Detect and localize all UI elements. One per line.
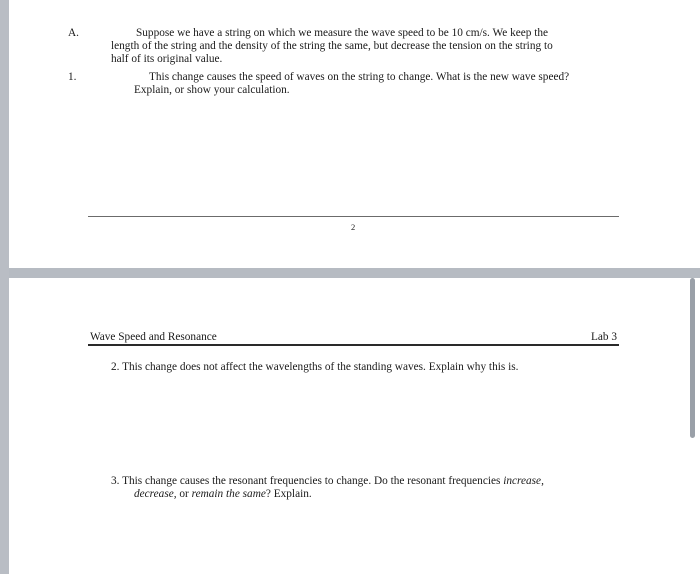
question-1-line-1: This change causes the speed of waves on the string to change. What is the new wave speed? bbox=[149, 71, 570, 83]
question-3-line-2 bbox=[134, 488, 312, 501]
header-lab: Lab 3 bbox=[591, 331, 618, 343]
footer-rule bbox=[88, 216, 619, 217]
section-letter: A. bbox=[68, 27, 79, 39]
option-decrease: decrease, bbox=[134, 488, 177, 500]
option-increase: increase, bbox=[503, 475, 544, 487]
document-page-bottom bbox=[9, 278, 700, 574]
question-2: 2. This change does not affect the wavelengths of the standing waves. Explain why this is. bbox=[111, 361, 519, 373]
page-number: 2 bbox=[351, 222, 356, 232]
page-separator bbox=[9, 268, 700, 278]
question-3-line-1 bbox=[111, 475, 544, 488]
part-a-line-1: Suppose we have a string on which we measure the wave speed to be 10 cm/s. We keep the bbox=[136, 27, 549, 39]
question-1-number: 1. bbox=[68, 71, 77, 83]
part-a-line-3: half of its original value. bbox=[111, 53, 223, 65]
question-1-line-2: Explain, or show your calculation. bbox=[134, 84, 290, 96]
question-3-tail: ? Explain. bbox=[265, 488, 312, 500]
scrollbar-thumb[interactable] bbox=[690, 278, 695, 438]
header-rule bbox=[88, 344, 619, 346]
part-a-line-2: length of the string and the density of the string the same, but decrease the tension on the string to bbox=[111, 40, 553, 52]
header-title: Wave Speed and Resonance bbox=[90, 331, 217, 343]
option-remain-the-same: remain the same bbox=[191, 488, 266, 500]
viewer-left-rail bbox=[0, 0, 9, 574]
connector-or: or bbox=[176, 488, 192, 500]
question-3-text: 3. This change causes the resonant frequencies to change. Do the resonant frequencies bbox=[111, 475, 504, 487]
